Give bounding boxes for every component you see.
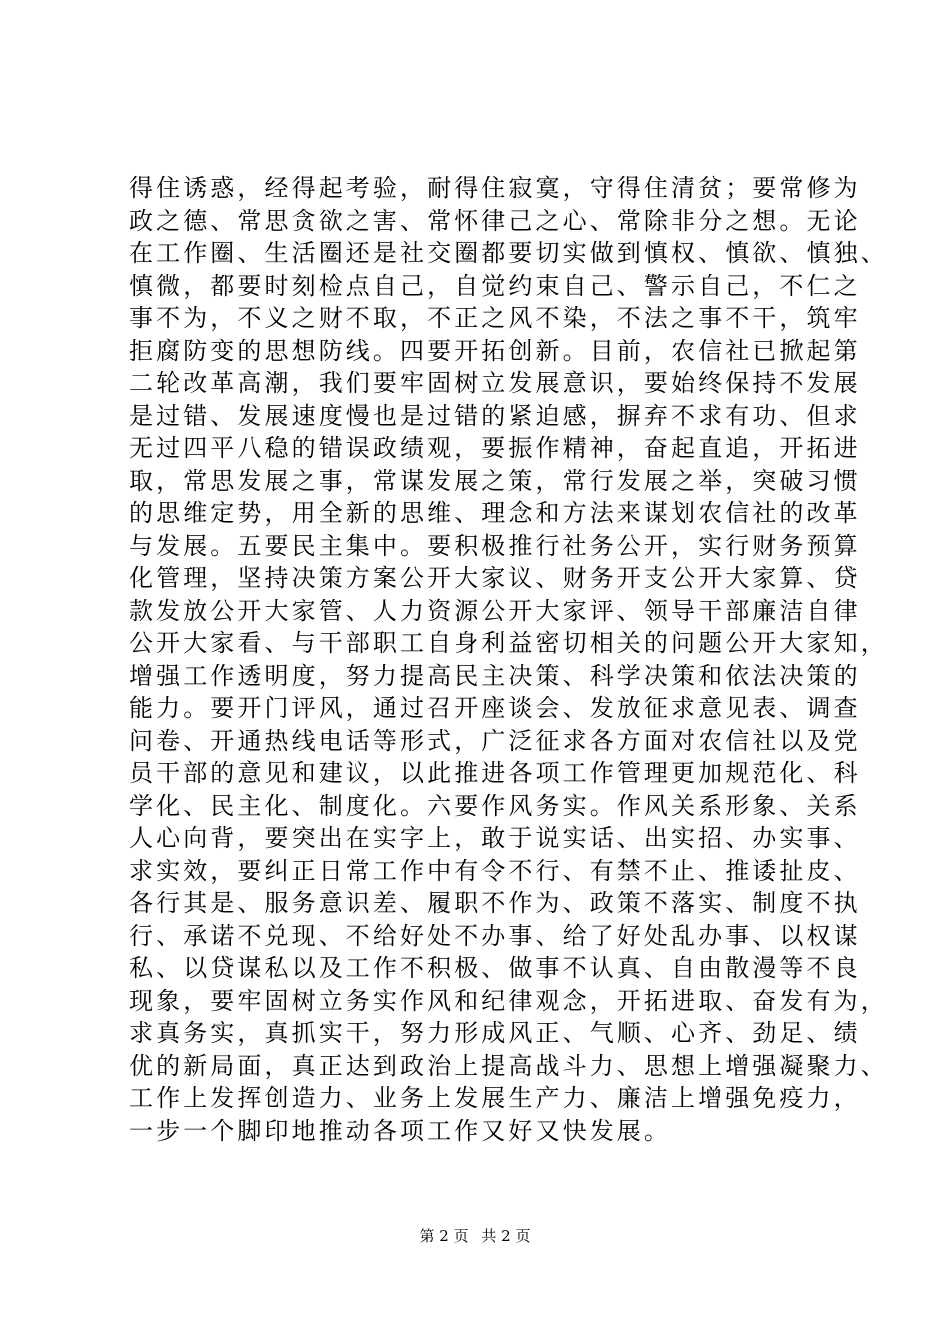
text-line: 员干部的意见和建议，以此推进各项工作管理更加规范化、科: [129, 759, 861, 787]
text-line: 优的新局面，真正达到政治上提高战斗力、思想上增强凝聚力、: [129, 1051, 888, 1080]
text-line: 得住诱惑，经得起考验，耐得住寂寞，守得住清贫；要常修为: [129, 174, 861, 202]
text-line: 私、以贷谋私以及工作不积极、做事不认真、自由散漫等不良: [129, 954, 861, 982]
page-total: 共 2 页: [481, 1227, 531, 1245]
text-line: 行、承诺不兑现、不给好处不办事、给了好处乱办事、以权谋: [129, 921, 861, 950]
text-line: 无过四平八稳的错误政绩观，要振作精神，奋起直追，开拓进: [129, 434, 861, 462]
text-line: 一步一个脚印地推动各项工作又好又快发展。: [129, 1116, 671, 1145]
text-line: 与发展。五要民主集中。要积极推行社务公开，实行财务预算: [129, 531, 861, 560]
text-line: 二轮改革高潮，我们要牢固树立发展意识，要始终保持不发展: [129, 369, 861, 397]
text-line: 工作上发挥创造力、业务上发展生产力、廉洁上增强免疫力，: [129, 1084, 861, 1112]
text-line: 求真务实，真抓实干，努力形成风正、气顺、心齐、劲足、绩: [129, 1019, 861, 1047]
text-line: 学化、民主化、制度化。六要作风务实。作风关系形象、关系: [129, 791, 861, 820]
text-line: 取，常思发展之事，常谋发展之策，常行发展之举，突破习惯: [129, 466, 861, 495]
text-line: 款发放公开大家管、人力资源公开大家评、领导干部廉洁自律: [129, 596, 861, 625]
page-footer: [0, 1226, 950, 1246]
body-paragraph: [129, 172, 888, 1147]
text-line: 问卷、开通热线电话等形式，广泛征求各方面对农信社以及党: [129, 726, 861, 755]
text-line: 事不为，不义之财不取，不正之风不染，不法之事不干，筑牢: [129, 304, 861, 332]
text-line: 公开大家看、与干部职工自身利益密切相关的问题公开大家知，: [129, 629, 888, 657]
text-line: 能力。要开门评风，通过召开座谈会、发放征求意见表、调查: [129, 694, 861, 722]
page-number: 第 2 页: [419, 1227, 469, 1245]
text-line: 慎微，都要时刻检点自己，自觉约束自己、警示自己，不仁之: [129, 271, 861, 300]
text-line: 的思维定势，用全新的思维、理念和方法来谋划农信社的改革: [129, 499, 861, 527]
text-line: 现象，要牢固树立务实作风和纪律观念，开拓进取、奋发有为，: [129, 986, 888, 1015]
text-line: 增强工作透明度，努力提高民主决策、科学决策和依法决策的: [129, 661, 861, 690]
text-line: 求实效，要纠正日常工作中有令不行、有禁不止、推诿扯皮、: [129, 856, 861, 885]
text-line: 化管理，坚持决策方案公开大家议、财务开支公开大家算、贷: [129, 564, 861, 592]
text-line: 政之德、常思贪欲之害、常怀律己之心、常除非分之想。无论: [129, 206, 861, 235]
text-line: 各行其是、服务意识差、履职不作为、政策不落实、制度不执: [129, 889, 861, 917]
text-line: 在工作圈、生活圈还是社交圈都要切实做到慎权、慎欲、慎独、: [129, 239, 888, 267]
text-line: 人心向背，要突出在实字上，敢于说实话、出实招、办实事、: [129, 824, 861, 852]
text-line: 是过错、发展速度慢也是过错的紧迫感，摒弃不求有功、但求: [129, 401, 861, 430]
text-line: 拒腐防变的思想防线。四要开拓创新。目前，农信社已掀起第: [129, 336, 861, 365]
